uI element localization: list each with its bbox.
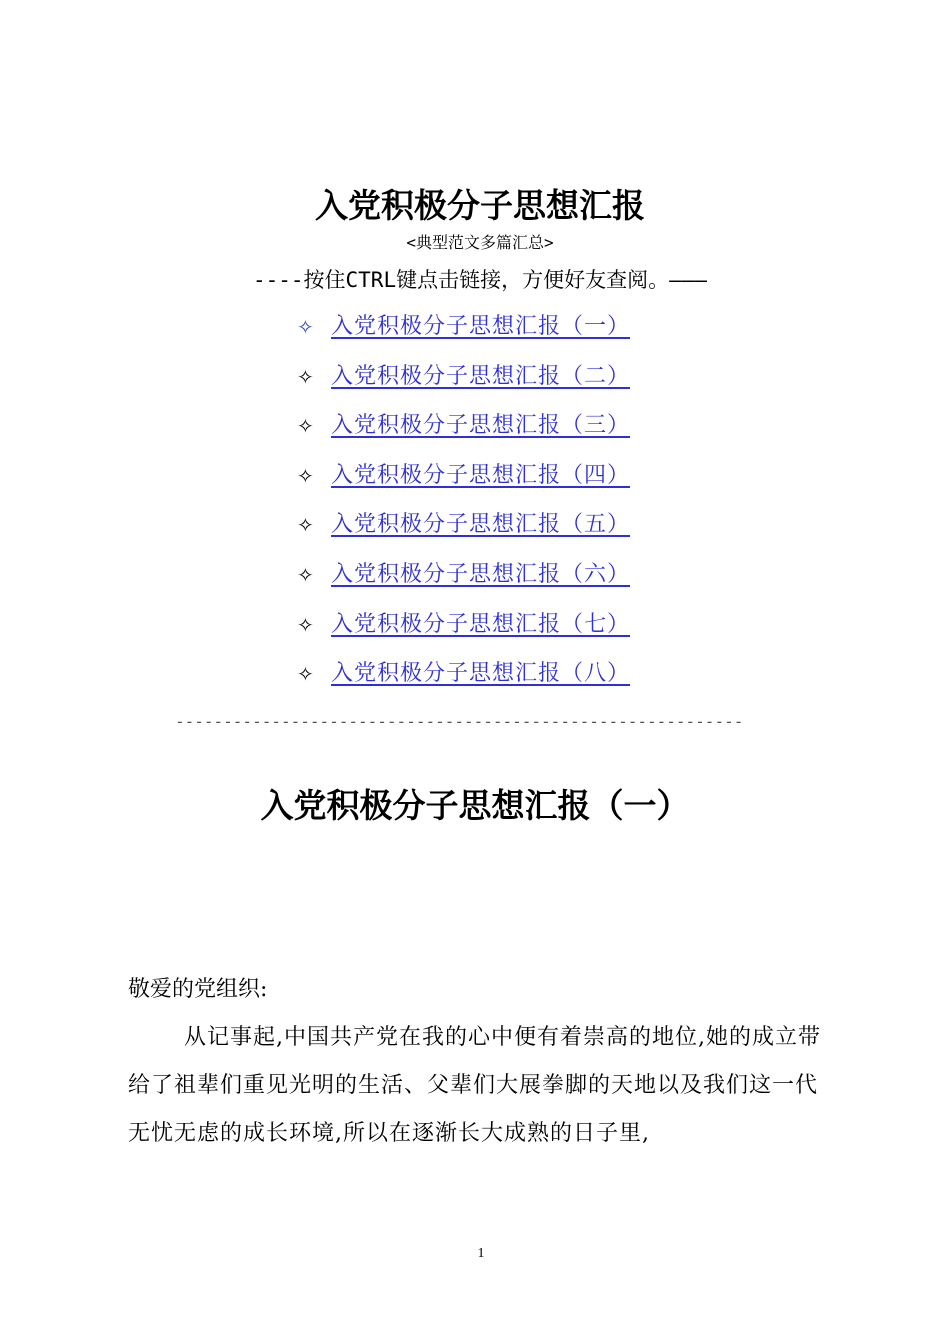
toc-item-6 (297, 560, 630, 610)
toc-link-6[interactable]: 入党积极分子思想汇报（六） (331, 561, 631, 587)
toc-link-5[interactable]: 入党积极分子思想汇报（五） (331, 512, 631, 538)
star-bullet-icon: ✧ (297, 315, 314, 339)
toc-link-7[interactable]: 入党积极分子思想汇报（七） (331, 611, 631, 637)
section-title: 入党积极分子思想汇报（一） (260, 786, 690, 825)
ctrl-click-hint: ----按住CTRL键点击链接，方便好友查阅。——— (252, 268, 708, 292)
toc-item-4 (297, 461, 630, 511)
salutation: 敬爱的党组织: (128, 977, 268, 1002)
table-of-contents (297, 312, 630, 709)
toc-item-2 (297, 362, 630, 412)
section-divider: ----------------------------------------------------------- (175, 712, 744, 731)
toc-link-8[interactable]: 入党积极分子思想汇报（八） (331, 661, 631, 687)
star-bullet-icon: ✧ (297, 364, 314, 389)
toc-item-7 (297, 610, 630, 660)
document-subtitle: <典型范文多篇汇总> (406, 233, 554, 252)
toc-link-1[interactable]: 入党积极分子思想汇报（一） (331, 314, 631, 339)
star-bullet-icon: ✧ (297, 562, 314, 587)
toc-item-3 (297, 411, 630, 461)
star-bullet-icon: ✧ (297, 463, 314, 488)
star-bullet-icon: ✧ (297, 414, 314, 439)
body-paragraph: 从记事起,中国共产党在我的心中便有着崇高的地位,她的成立带给了祖辈们重见光明的生活、父辈们大展拳脚的天地以及我们这一代无忧无虑的成长环境,所以在逐渐长大成熟的日子里, (128, 1025, 821, 1146)
toc-link-2[interactable]: 入党积极分子思想汇报（二） (331, 363, 631, 389)
star-bullet-icon: ✧ (297, 662, 314, 687)
toc-link-4[interactable]: 入党积极分子思想汇报（四） (331, 462, 631, 488)
toc-item-1 (297, 312, 630, 362)
toc-link-3[interactable]: 入党积极分子思想汇报（三） (331, 413, 631, 439)
toc-item-5 (297, 510, 630, 560)
star-bullet-icon: ✧ (297, 612, 314, 637)
toc-item-8 (297, 659, 630, 709)
document-title: 入党积极分子思想汇报 (315, 186, 645, 225)
page-number: 1 (477, 1246, 485, 1261)
star-bullet-icon: ✧ (297, 513, 314, 538)
